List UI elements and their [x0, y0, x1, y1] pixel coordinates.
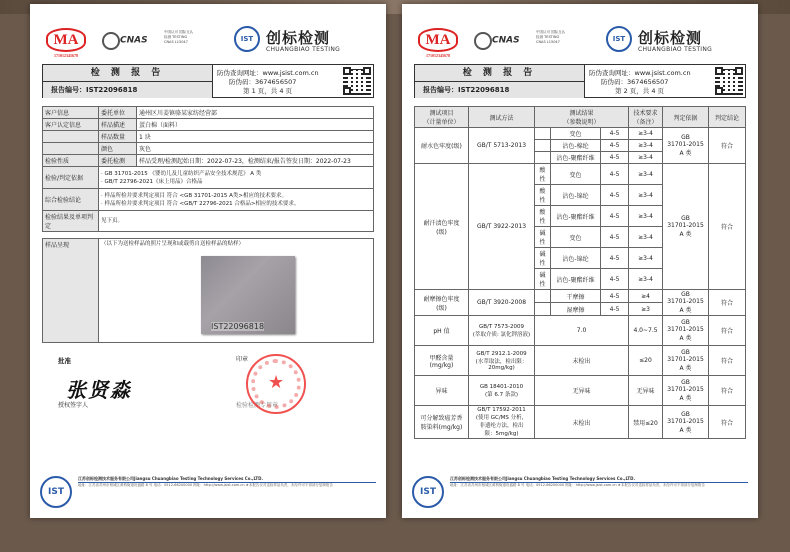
result-type: 沾色-聚酯纤维 [551, 206, 601, 227]
test-item: 可分解致癌芳香 胺染料(mg/kg) [415, 406, 469, 439]
results-row [415, 346, 746, 376]
requirement: ≤20 [629, 346, 663, 376]
page-number: 第 1 页，共 4 页 [243, 87, 293, 95]
footer-address: 地址：江苏省苏州市相城区黄桥街道旺盛路 8 号 电话：0512-66200000 网址：http://www.jsist.com.cn ★本报告仅对送检样品负责，未经许可不得部分复制报告 [450, 483, 705, 487]
requirement: ≥4 [629, 290, 663, 303]
results-header: 测试结果 （参数说明） [535, 107, 629, 128]
requirement: ≥3 [629, 303, 663, 316]
condition [535, 128, 551, 140]
ist-logo: IST [234, 26, 260, 52]
results-row [415, 128, 746, 140]
condition: 酸性 [535, 206, 551, 227]
basis: GB 31701-2015 A 类 [663, 164, 709, 290]
results-header: 判定结论 [709, 107, 746, 128]
info-subkey: 委托单位 [99, 107, 137, 119]
test-item: pH 值 [415, 316, 469, 346]
info-key: 综合检验结论 [43, 189, 99, 211]
info-value: · 样品所检并要求判定项目 符合 <GB 31701-2015 A类>相应的技术要求。 · 样品所检并要求判定项目 符合 <GB/T 22796-2021 合格品>相应的技术要求。 [99, 189, 374, 211]
sample-note: （以下为送检样品的照片呈现和或载剪自送检样品的贴样） [101, 241, 245, 247]
qr-code-icon [715, 67, 743, 95]
result-value: 4-5 [601, 152, 629, 164]
results-header: 测试方法 [469, 107, 535, 128]
info-row [43, 155, 374, 167]
result-value: 4-5 [601, 248, 629, 269]
result-type: 沾色-锦纶 [551, 185, 601, 206]
info-key [43, 131, 99, 143]
results-header: 测试项目 （计量单位） [415, 107, 469, 128]
requirement: ≥3-4 [629, 185, 663, 206]
test-item: 甲醛含量 (mg/kg) [415, 346, 469, 376]
requirement: 无异味 [629, 376, 663, 406]
query-code: 防伪码：3674656507 [601, 78, 669, 86]
signer-title: 授权签字人 [58, 402, 89, 409]
footer [412, 474, 748, 512]
title-box [414, 64, 746, 98]
result-value: 4-5 [601, 164, 629, 185]
results-row [415, 406, 746, 439]
result-value: 未检出 [535, 346, 629, 376]
report-title: 检 测 报 告 [415, 65, 585, 82]
header [46, 26, 370, 56]
result-type: 干摩擦 [551, 290, 601, 303]
result-value: 未检出 [535, 406, 629, 439]
company-seal: ★ [246, 354, 306, 414]
footer-ist-logo: IST [412, 476, 444, 508]
test-method: GB/T 2912.1-2009 (水萃取法，检出限： 20mg/kg) [469, 346, 535, 376]
report-title: 检 测 报 告 [43, 65, 213, 82]
cnas-logo: CNAS 中国认可 国际互认 检测 TESTING CNAS L15047 [102, 30, 160, 52]
basis: GB 31701-2015 A 类 [663, 290, 709, 316]
requirement: ≥3-4 [629, 152, 663, 164]
result-type: 湿摩擦 [551, 303, 601, 316]
fabric-sample-image [201, 256, 295, 334]
verdict: 符合 [709, 376, 746, 406]
test-method: GB/T 5713-2013 [469, 128, 535, 164]
info-value: 样品受理/检测起始日期：2022-07-23，检测结束/报告签发日期：2022-07-23 [137, 155, 374, 167]
info-row [43, 107, 374, 119]
info-value: · GB 31701-2015 《婴幼儿及儿童纺织产品安全技术规范》 A 类 · GB/T 22796-2021《床上用品》合格品 [99, 167, 374, 189]
header [418, 26, 742, 56]
footer-company: 江苏创标检测技术服务有限公司Jiangsu Chuangbiao Testing Technology Services Co.,LTD. [78, 476, 263, 481]
ma-logo: MA 171012345678 [46, 28, 86, 52]
condition [535, 140, 551, 152]
results-row [415, 316, 746, 346]
requirement: ≥3-4 [629, 128, 663, 140]
condition: 碱性 [535, 269, 551, 290]
verdict: 符合 [709, 346, 746, 376]
info-key [43, 143, 99, 155]
info-value: 蛋白棉（面料） [137, 119, 374, 131]
info-subkey: 样品数量 [99, 131, 137, 143]
result-type: 变色 [551, 128, 601, 140]
condition [535, 152, 551, 164]
basis: GB 31701-2015 A 类 [663, 316, 709, 346]
info-row [43, 131, 374, 143]
basis: GB 31701-2015 A 类 [663, 346, 709, 376]
result-type: 变色 [551, 164, 601, 185]
basis: GB 31701-2015 A 类 [663, 406, 709, 439]
sample-table [42, 238, 374, 343]
brand-name: 创标检测 [266, 29, 331, 47]
result-type: 沾色-聚酯纤维 [551, 269, 601, 290]
footer [40, 474, 376, 512]
requirement: ≥3-4 [629, 140, 663, 152]
report-page-2 [402, 4, 758, 518]
requirement: 4.0~7.5 [629, 316, 663, 346]
test-method: GB/T 3920-2008 [469, 290, 535, 316]
result-value: 4-5 [601, 185, 629, 206]
results-row [415, 290, 746, 303]
approve-label: 批准 [58, 357, 71, 365]
info-key: 检验性质 [43, 155, 99, 167]
result-value: 4-5 [601, 227, 629, 248]
requirement: ≥3-4 [629, 269, 663, 290]
info-key: 检验/判定依据 [43, 167, 99, 189]
result-value: 4-5 [601, 290, 629, 303]
test-item: 耐摩擦色牢度 (级) [415, 290, 469, 316]
result-type: 变色 [551, 227, 601, 248]
requirement: 禁用≤20 [629, 406, 663, 439]
requirement: ≥3-4 [629, 164, 663, 185]
info-value: 灰色 [137, 143, 374, 155]
test-item: 耐汗渍色牢度 (级) [415, 164, 469, 290]
verdict: 符合 [709, 316, 746, 346]
title-box [42, 64, 374, 98]
results-header: 判定依据 [663, 107, 709, 128]
info-row [43, 143, 374, 155]
results-row [415, 376, 746, 406]
info-value: 1 块 [137, 131, 374, 143]
info-subkey: 委托检测 [99, 155, 137, 167]
ma-logo: MA 171012345678 [418, 28, 458, 52]
page-number: 第 2 页，共 4 页 [615, 87, 665, 95]
test-item: 耐水色牢度(级) [415, 128, 469, 164]
footer-ist-logo: IST [40, 476, 72, 508]
info-value: 见下页。 [99, 211, 374, 232]
verdict: 符合 [709, 290, 746, 316]
condition: 酸性 [535, 185, 551, 206]
result-value: 4-5 [601, 303, 629, 316]
result-value: 4-5 [601, 269, 629, 290]
result-value: 无异味 [535, 376, 629, 406]
result-value: 4-5 [601, 128, 629, 140]
result-type: 沾色-聚酯纤维 [551, 152, 601, 164]
condition [535, 303, 551, 316]
info-row [43, 211, 374, 232]
info-subkey: 样品描述 [99, 119, 137, 131]
test-item: 异味 [415, 376, 469, 406]
query-code: 防伪码：3674656507 [229, 78, 297, 86]
basis: GB 31701-2015 A 类 [663, 128, 709, 164]
condition [535, 290, 551, 303]
qr-code-icon [343, 67, 371, 95]
info-value: 通州区川姜镇骆某家纺经营部 [137, 107, 374, 119]
basis: GB 31701-2015 A 类 [663, 376, 709, 406]
signature: 张贤淼 [66, 378, 132, 402]
footer-company: 江苏创标检测技术服务有限公司Jiangsu Chuangbiao Testing Technology Services Co.,LTD. [450, 476, 635, 481]
results-row [415, 164, 746, 185]
info-row [43, 119, 374, 131]
requirement: ≥3-4 [629, 248, 663, 269]
report-page-1 [30, 4, 386, 518]
result-value: 4-5 [601, 140, 629, 152]
seal-caption: 印章 [236, 356, 249, 363]
results-header: 技术要求 （备注） [629, 107, 663, 128]
report-number: 报告编号：IST22096818 [415, 82, 585, 98]
query-url: 防伪查询网址：www.jsist.com.cn [217, 69, 319, 77]
test-method: GB 18401-2010 (第 6.7 条款) [469, 376, 535, 406]
info-row [43, 167, 374, 189]
result-value: 7.0 [535, 316, 629, 346]
condition: 碱性 [535, 248, 551, 269]
cnas-logo: CNAS 中国认可 国际互认 检测 TESTING CNAS L15047 [474, 30, 532, 52]
brand-name: 创标检测 [638, 29, 703, 47]
test-method: GB/T 7573-2009 (萃取介质: 氯化钾溶液) [469, 316, 535, 346]
sample-label: 样品呈现 [43, 239, 99, 343]
verdict: 符合 [709, 164, 746, 290]
footer-address: 地址：江苏省苏州市相城区黄桥街道旺盛路 8 号 电话：0512-66200000 网址：http://www.jsist.com.cn ★本报告仅对送检样品负责，未经许可不得部分复制报告 [78, 483, 333, 487]
brand-name-en: CHUANGBIAO TESTING [266, 46, 341, 53]
result-type: 沾色-棉纶 [551, 140, 601, 152]
info-row [43, 189, 374, 211]
condition: 酸性 [535, 164, 551, 185]
verdict: 符合 [709, 128, 746, 164]
result-value: 4-5 [601, 206, 629, 227]
requirement: ≥3-4 [629, 227, 663, 248]
ist-logo: IST [606, 26, 632, 52]
test-method: GB/T 17592-2011 (使用 GC/MS 分析， 非遗纶方法，检出 限：5mg/kg) [469, 406, 535, 439]
info-key: 检验结果及单项判定 [43, 211, 99, 232]
brand-name-en: CHUANGBIAO TESTING [638, 46, 713, 53]
report-number: 报告编号：IST22096818 [43, 82, 213, 98]
results-table [414, 106, 746, 439]
test-method: GB/T 3922-2013 [469, 164, 535, 290]
info-key: 客户信息 [43, 107, 99, 119]
info-key: 客户认定信息 [43, 119, 99, 131]
seal-caption-2: 检验检测专用章 [236, 402, 279, 409]
info-table [42, 106, 374, 232]
sample-code: IST22096818 [211, 322, 265, 331]
verdict: 符合 [709, 406, 746, 439]
result-type: 沾色-锦纶 [551, 248, 601, 269]
requirement: ≥3-4 [629, 206, 663, 227]
condition: 碱性 [535, 227, 551, 248]
info-subkey: 颜色 [99, 143, 137, 155]
query-url: 防伪查询网址：www.jsist.com.cn [589, 69, 691, 77]
